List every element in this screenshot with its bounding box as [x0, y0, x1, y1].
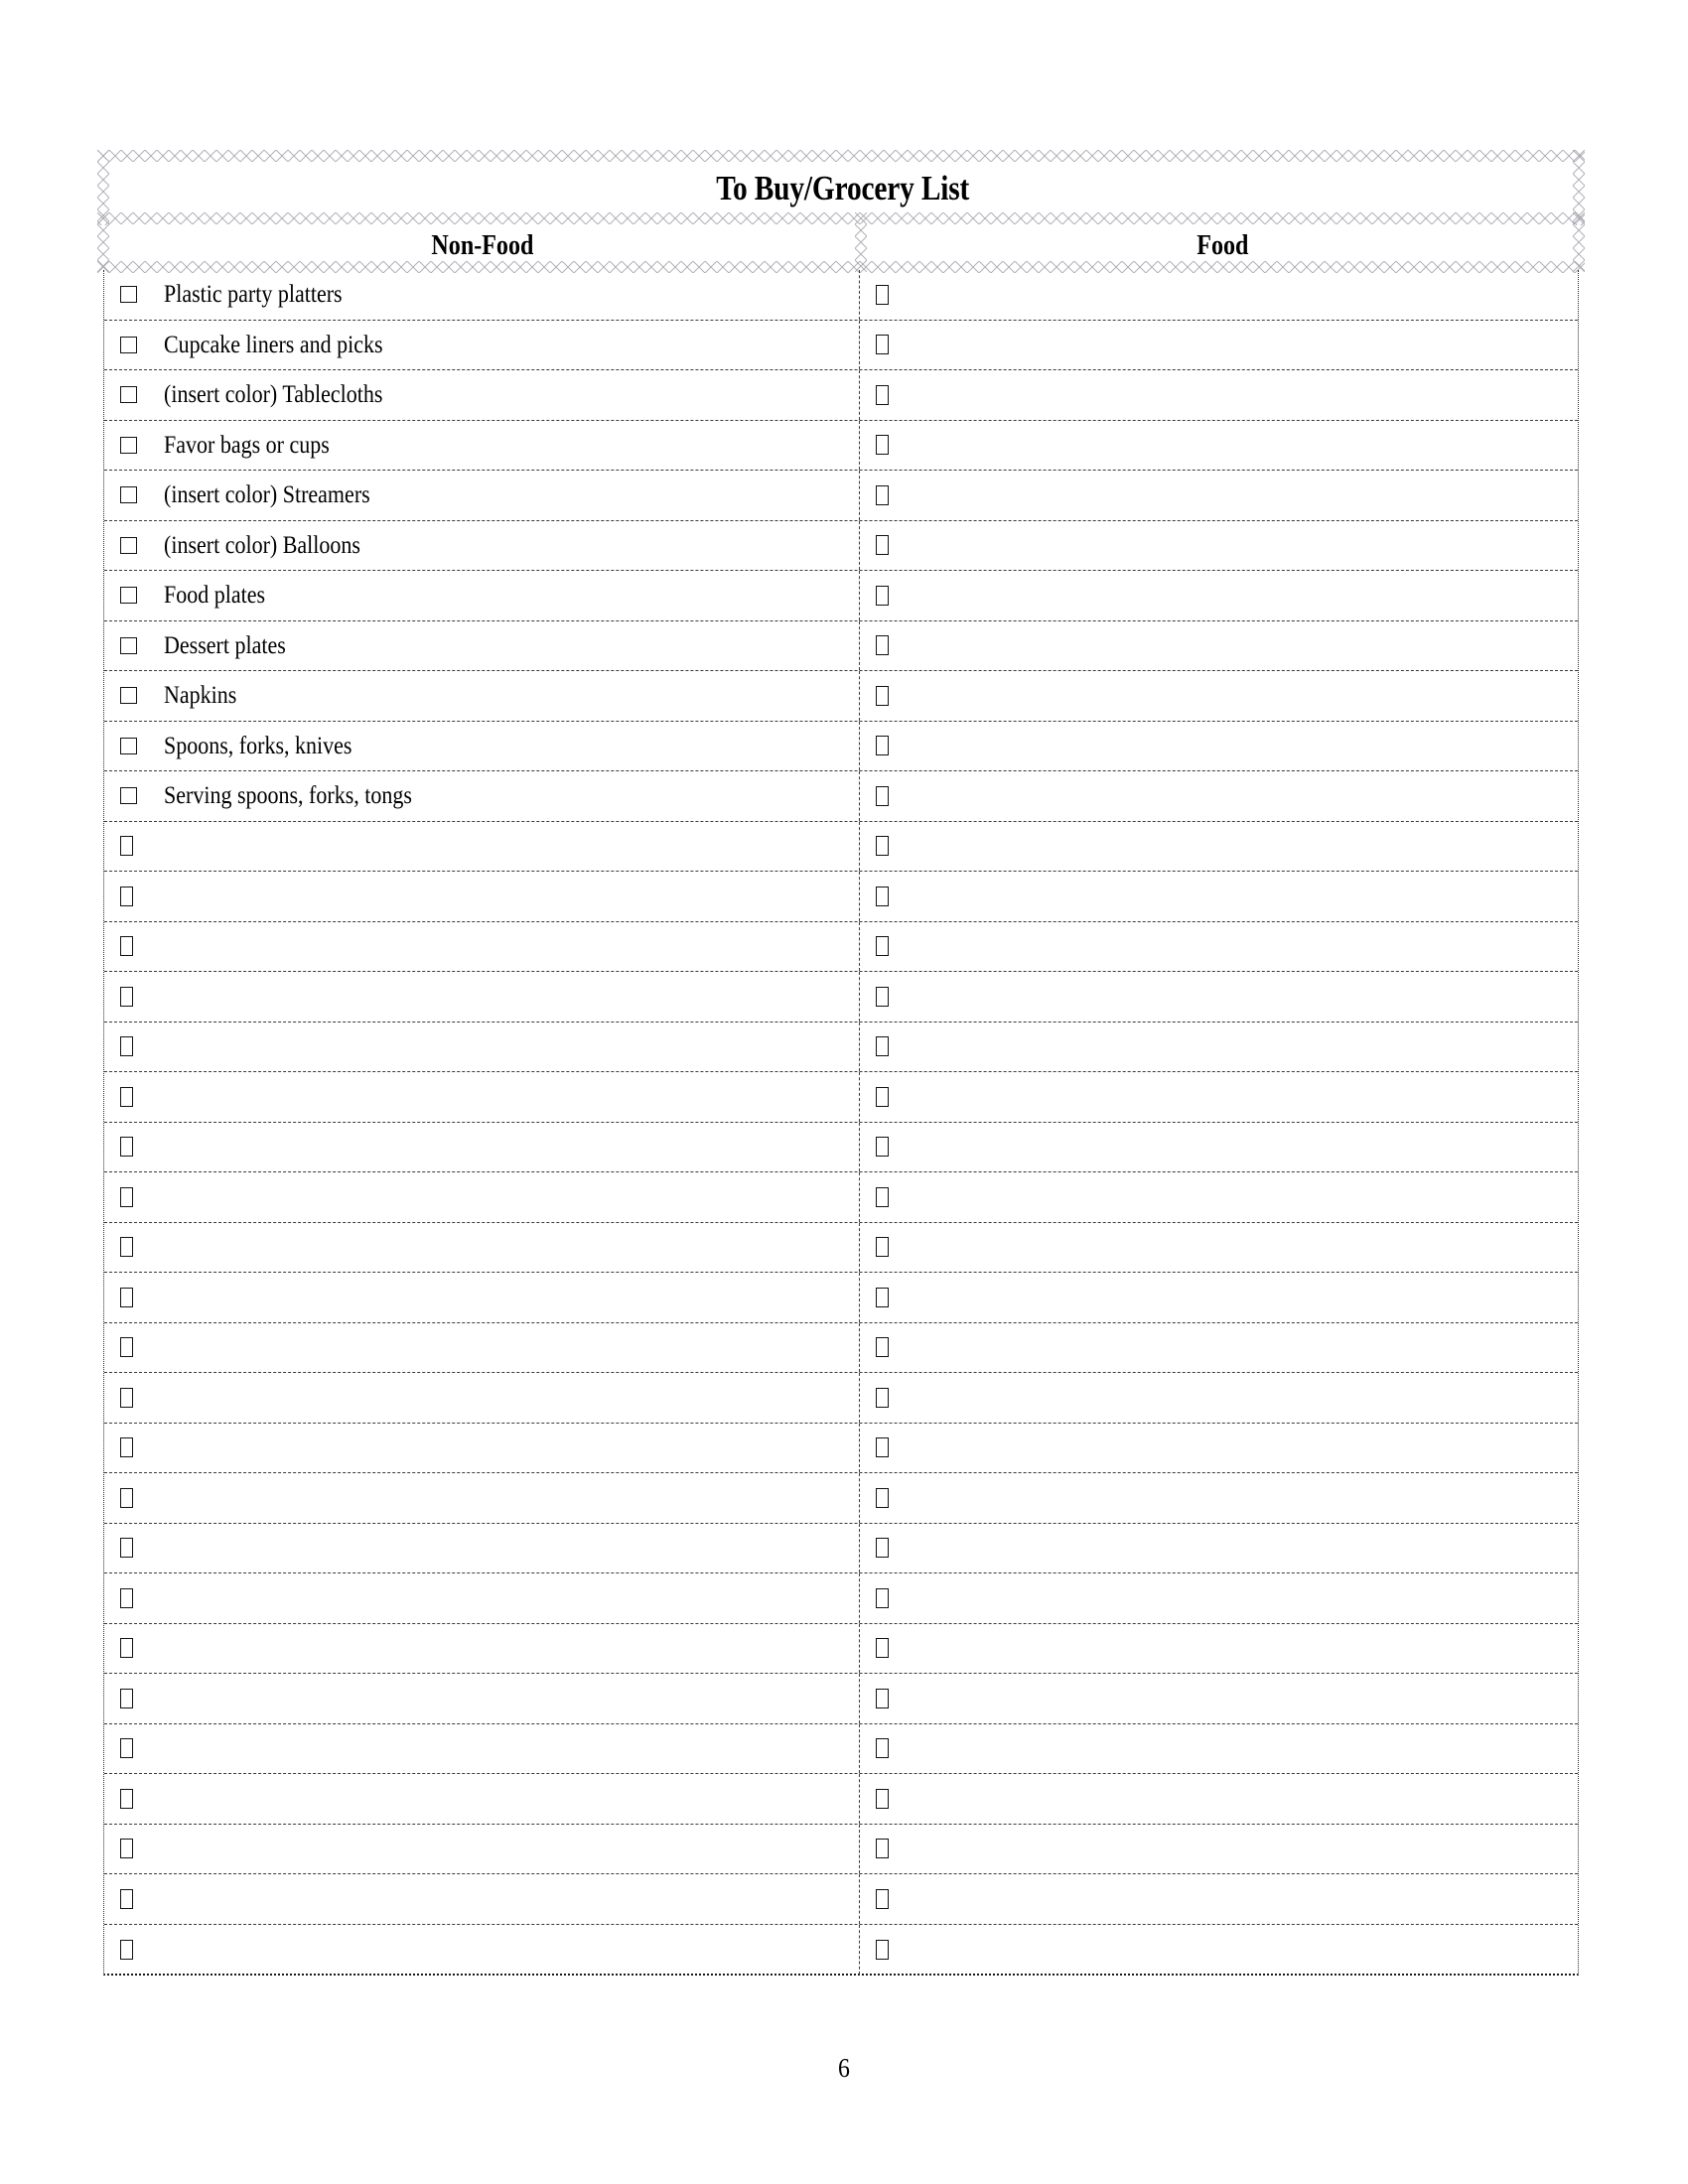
checklist-cell-food — [860, 270, 1578, 320]
checklist-cell-food — [860, 1123, 1578, 1172]
table-row — [104, 1273, 1578, 1323]
checkbox-empty-icon[interactable] — [120, 437, 137, 454]
checklist-cell-non-food — [104, 1123, 860, 1172]
checklist-cell-food — [860, 1323, 1578, 1373]
column-header-non-food — [109, 223, 856, 269]
checklist-cell-non-food — [104, 1323, 860, 1373]
checklist-cell-non-food — [104, 1473, 860, 1523]
table-row — [104, 321, 1578, 371]
checkbox-empty-icon[interactable] — [876, 635, 889, 655]
checkbox-empty-icon[interactable] — [876, 485, 889, 505]
checkbox-empty-icon[interactable] — [876, 1036, 889, 1056]
checklist-cell-non-food — [104, 621, 860, 671]
table-row — [104, 922, 1578, 973]
checklist-cell-non-food — [104, 421, 860, 471]
checklist-cell-non-food — [104, 1373, 860, 1423]
checkbox-empty-icon[interactable] — [876, 1588, 889, 1608]
table-row — [104, 722, 1578, 772]
checklist-cell-non-food — [104, 771, 860, 821]
checklist-item-label: (insert color) Tablecloths — [164, 381, 383, 409]
checkbox-empty-icon[interactable] — [876, 586, 889, 606]
checkbox-empty-icon[interactable] — [120, 1087, 133, 1107]
table-row — [104, 1373, 1578, 1424]
checklist-cell-food — [860, 1874, 1578, 1924]
checkbox-empty-icon[interactable] — [120, 1237, 133, 1257]
table-row — [104, 370, 1578, 421]
checklist-cell-non-food — [104, 270, 860, 320]
zigzag-border-top — [97, 150, 1585, 162]
page-number: 6 — [838, 2053, 850, 2083]
checklist-cell-non-food — [104, 1724, 860, 1774]
checklist-cell-food — [860, 1573, 1578, 1623]
table-row — [104, 1424, 1578, 1474]
checkbox-empty-icon[interactable] — [120, 286, 137, 303]
table-row — [104, 1774, 1578, 1825]
checklist-cell-non-food — [104, 1172, 860, 1222]
table-row — [104, 1473, 1578, 1524]
checklist-cell-non-food — [104, 571, 860, 620]
table-row — [104, 1874, 1578, 1925]
checkbox-empty-icon[interactable] — [876, 786, 889, 806]
checkbox-empty-icon[interactable] — [120, 1337, 133, 1357]
checkbox-empty-icon[interactable] — [876, 1839, 889, 1858]
checkbox-empty-icon[interactable] — [120, 1187, 133, 1207]
checklist-cell-non-food — [104, 1925, 860, 1976]
checkbox-empty-icon[interactable] — [876, 1889, 889, 1909]
checkbox-empty-icon[interactable] — [120, 537, 137, 554]
checklist-cell-non-food — [104, 1524, 860, 1573]
checklist-cell-food — [860, 972, 1578, 1022]
checklist-cell-non-food — [104, 1273, 860, 1322]
checklist-item-label: (insert color) Balloons — [164, 531, 360, 559]
checklist-cell-non-food — [104, 471, 860, 520]
table-row — [104, 1072, 1578, 1123]
checklist-cell-food — [860, 1674, 1578, 1723]
checkbox-empty-icon[interactable] — [876, 1488, 889, 1508]
table-row — [104, 421, 1578, 472]
checklist-cell-food — [860, 1524, 1578, 1573]
checkbox-empty-icon[interactable] — [120, 637, 137, 654]
checklist-item-label: Spoons, forks, knives — [164, 732, 352, 759]
checklist-cell-food — [860, 872, 1578, 921]
checkbox-empty-icon[interactable] — [120, 1738, 133, 1758]
table-row — [104, 1925, 1578, 1976]
table-row — [104, 1223, 1578, 1274]
checkbox-empty-icon[interactable] — [876, 1337, 889, 1357]
checklist-cell-food — [860, 1724, 1578, 1774]
table-row — [104, 1123, 1578, 1173]
checklist-item-label: Napkins — [164, 682, 237, 710]
checkbox-empty-icon[interactable] — [876, 335, 889, 354]
checkbox-empty-icon[interactable] — [120, 836, 133, 856]
checklist-cell-food — [860, 722, 1578, 771]
checkbox-empty-icon[interactable] — [120, 587, 137, 604]
checklist-cell-food — [860, 1473, 1578, 1523]
checkbox-empty-icon[interactable] — [876, 1538, 889, 1558]
checklist-cell-food — [860, 1172, 1578, 1222]
checklist-item-label: Dessert plates — [164, 631, 286, 659]
checklist-cell-non-food — [104, 521, 860, 571]
checkbox-empty-icon[interactable] — [876, 1187, 889, 1207]
checkbox-empty-icon[interactable] — [876, 736, 889, 755]
checkbox-empty-icon[interactable] — [120, 987, 133, 1007]
table-row — [104, 972, 1578, 1023]
checklist-cell-non-food — [104, 321, 860, 370]
checklist-cell-food — [860, 1023, 1578, 1072]
checkbox-empty-icon[interactable] — [876, 1237, 889, 1257]
checkbox-empty-icon[interactable] — [876, 987, 889, 1007]
checklist-cell-non-food — [104, 671, 860, 721]
checklist-cell-food — [860, 1925, 1578, 1976]
checklist-item-label: Favor bags or cups — [164, 431, 330, 459]
checklist-cell-non-food — [104, 1573, 860, 1623]
checkbox-empty-icon[interactable] — [876, 385, 889, 405]
checklist-cell-non-food — [104, 722, 860, 771]
checklist-cell-food — [860, 1223, 1578, 1273]
table-row — [104, 1573, 1578, 1624]
checklist-cell-non-food — [104, 1624, 860, 1674]
checkbox-empty-icon[interactable] — [120, 887, 133, 906]
checklist-item-label: Plastic party platters — [164, 281, 343, 309]
table-row — [104, 1724, 1578, 1775]
checkbox-empty-icon[interactable] — [120, 1288, 133, 1307]
column-header-food-label: Food — [1196, 230, 1249, 261]
checkbox-empty-icon[interactable] — [876, 1940, 889, 1960]
checklist-cell-food — [860, 1774, 1578, 1824]
table-row — [104, 872, 1578, 922]
table-row — [104, 471, 1578, 521]
checklist-cell-food — [860, 1825, 1578, 1874]
checkbox-empty-icon[interactable] — [876, 1789, 889, 1809]
checkbox-empty-icon[interactable] — [876, 1638, 889, 1658]
zigzag-border-colhead-divider — [855, 212, 867, 272]
checkbox-empty-icon[interactable] — [876, 1087, 889, 1107]
checkbox-empty-icon[interactable] — [120, 1388, 133, 1408]
checkbox-empty-icon[interactable] — [120, 1940, 133, 1960]
checkbox-empty-icon[interactable] — [876, 1689, 889, 1708]
checklist-cell-non-food — [104, 972, 860, 1022]
checkbox-empty-icon[interactable] — [120, 1689, 133, 1708]
checkbox-empty-icon[interactable] — [120, 1488, 133, 1508]
table-row — [104, 1023, 1578, 1073]
table-row — [104, 270, 1578, 321]
column-header-food — [868, 223, 1577, 269]
checkbox-empty-icon[interactable] — [120, 1437, 133, 1457]
checkbox-empty-icon[interactable] — [120, 1538, 133, 1558]
checkbox-empty-icon[interactable] — [120, 787, 137, 804]
checklist-cell-food — [860, 421, 1578, 471]
checklist-item-label: Serving spoons, forks, tongs — [164, 782, 412, 810]
checkbox-empty-icon[interactable] — [120, 687, 137, 704]
checkbox-empty-icon[interactable] — [120, 1638, 133, 1658]
table-row — [104, 1524, 1578, 1574]
checkbox-empty-icon[interactable] — [120, 1036, 133, 1056]
checklist-cell-food — [860, 621, 1578, 671]
checklist-cell-non-food — [104, 370, 860, 420]
column-header-non-food-label: Non-Food — [431, 230, 534, 261]
checkbox-empty-icon[interactable] — [120, 486, 137, 503]
checkbox-empty-icon[interactable] — [876, 1738, 889, 1758]
checklist-cell-non-food — [104, 1072, 860, 1122]
checkbox-empty-icon[interactable] — [876, 836, 889, 856]
table-row — [104, 1172, 1578, 1223]
checklist-cell-non-food — [104, 1774, 860, 1824]
table-row — [104, 1825, 1578, 1875]
table-row — [104, 771, 1578, 822]
checklist-item-label: Cupcake liners and picks — [164, 331, 383, 358]
checkbox-empty-icon[interactable] — [876, 686, 889, 706]
checklist-cell-non-food — [104, 1674, 860, 1723]
table-row — [104, 1674, 1578, 1724]
checklist-cell-food — [860, 922, 1578, 972]
checkbox-empty-icon[interactable] — [876, 1288, 889, 1307]
checklist-cell-non-food — [104, 1825, 860, 1874]
table-row — [104, 1323, 1578, 1374]
table-row — [104, 671, 1578, 722]
checkbox-empty-icon[interactable] — [120, 738, 137, 754]
checklist-cell-food — [860, 1273, 1578, 1322]
checklist-cell-food — [860, 370, 1578, 420]
checkbox-empty-icon[interactable] — [876, 1388, 889, 1408]
checkbox-empty-icon[interactable] — [876, 1437, 889, 1457]
table-row — [104, 1624, 1578, 1675]
checklist-cell-non-food — [104, 1223, 860, 1273]
checklist-cell-non-food — [104, 1874, 860, 1924]
checkbox-empty-icon[interactable] — [876, 936, 889, 956]
table-row — [104, 822, 1578, 873]
checklist-cell-non-food — [104, 1424, 860, 1473]
checklist-cell-food — [860, 321, 1578, 370]
checklist-cell-non-food — [104, 1023, 860, 1072]
checklist-cell-food — [860, 1072, 1578, 1122]
checklist-item-label: Food plates — [164, 582, 266, 610]
table-row — [104, 621, 1578, 672]
checklist-cell-non-food — [104, 822, 860, 872]
checkbox-empty-icon[interactable] — [120, 337, 137, 353]
checkbox-empty-icon[interactable] — [876, 285, 889, 305]
checklist-cell-food — [860, 471, 1578, 520]
checkbox-empty-icon[interactable] — [120, 1137, 133, 1157]
checkbox-empty-icon[interactable] — [120, 1889, 133, 1909]
checklist-cell-food — [860, 771, 1578, 821]
zigzag-border-colhead-left — [97, 212, 109, 272]
checklist-cell-food — [860, 1624, 1578, 1674]
page-title: To Buy/Grocery List — [716, 169, 970, 207]
checkbox-empty-icon[interactable] — [876, 435, 889, 455]
checklist-cell-food — [860, 521, 1578, 571]
checkbox-empty-icon[interactable] — [120, 1789, 133, 1809]
table-row — [104, 521, 1578, 572]
checklist-cell-non-food — [104, 922, 860, 972]
checklist-cell-food — [860, 571, 1578, 620]
checklist-table-body — [103, 270, 1579, 1976]
table-row — [104, 571, 1578, 621]
checklist-cell-non-food — [104, 872, 860, 921]
checkbox-empty-icon[interactable] — [876, 1137, 889, 1157]
checklist-cell-food — [860, 1424, 1578, 1473]
checklist-cell-food — [860, 1373, 1578, 1423]
checklist-cell-food — [860, 671, 1578, 721]
checkbox-empty-icon[interactable] — [120, 386, 137, 403]
checkbox-empty-icon[interactable] — [120, 1839, 133, 1858]
checkbox-empty-icon[interactable] — [120, 936, 133, 956]
checkbox-empty-icon[interactable] — [876, 887, 889, 906]
checkbox-empty-icon[interactable] — [876, 535, 889, 555]
table-title-cell — [109, 162, 1577, 215]
checklist-cell-food — [860, 822, 1578, 872]
checklist-item-label: (insert color) Streamers — [164, 481, 370, 509]
checkbox-empty-icon[interactable] — [120, 1588, 133, 1608]
